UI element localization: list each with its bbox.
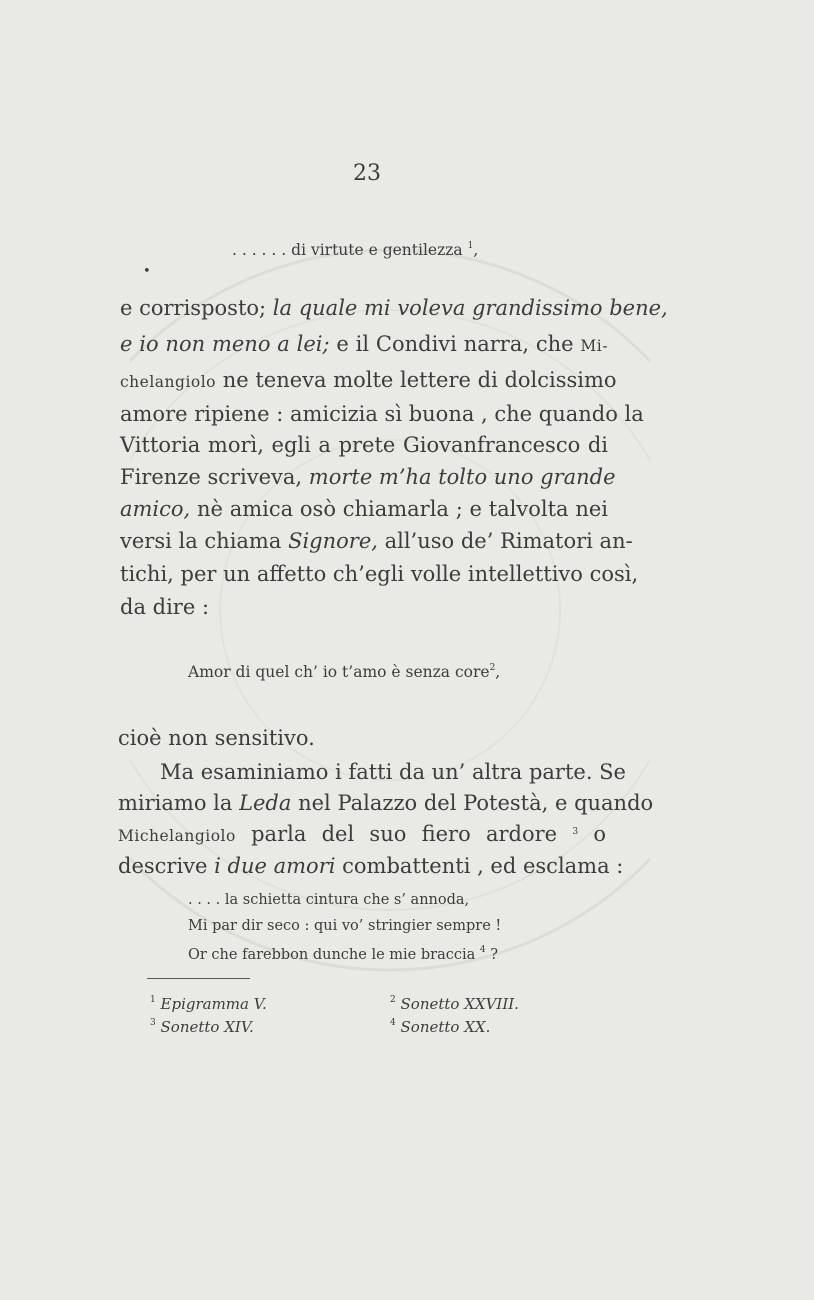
epigraph-text: di virtute e gentilezza [291,241,463,259]
footnote-text: Epigramma V. [160,995,267,1013]
footnote-1 [150,996,267,1012]
paragraph1-line10: da dire : [120,595,210,619]
footnote-ref-4: 4 [479,945,486,955]
stray-mark: • [143,264,151,279]
italic-quote: la quale mi voleva grandissimo bene, [272,296,668,320]
paragraph1-line4: amore ripiene : amicizia sì buona , che quando la [120,402,644,426]
italic-quote: Signore, [288,529,378,553]
small-caps-name: chelangiolo [120,373,217,391]
text-run: miriamo la [118,791,233,815]
paragraph1-line5: Vittoria morì, egli a prete Giovanfrancesco di [120,433,608,457]
italic-quote: i due amori [214,854,336,878]
epigraph-ellipsis: . . . . . . [232,241,287,259]
paragraph1-line6 [120,465,616,489]
epigraph-punctuation: , [473,241,479,259]
italic-quote: e io non meno a lei; [120,332,330,356]
paragraph1-line7 [120,499,608,520]
paragraph1-line8 [120,529,633,553]
verse-line-1: . . . . la schietta cintura che s’ annoda, [188,892,470,908]
footnote-4 [390,1019,490,1035]
footnote-number: 2 [390,995,396,1005]
footnote-number: 4 [390,1018,396,1028]
paragraph2-line5 [118,854,624,878]
paragraph1-line9: tichi, per un affetto ch’egli volle intellettivo così, [120,562,639,586]
footnote-ref-1: 1 [467,241,474,251]
text-run: combattenti , ed esclama : [342,854,624,878]
footnote-ref-2: 2 [489,663,496,673]
paragraph1-line3 [120,368,617,392]
text-run: ne teneva molte lettere di dolcissimo [222,368,617,392]
text-run: descrive [118,854,208,878]
footnote-text: Sonetto XIV. [160,1018,254,1036]
footnote-rule [147,978,250,979]
paragraph2-line2: Ma esaminiamo i fatti da un’ altra parte. Se [160,760,626,784]
text-run: all’uso de’ Rimatori an- [384,529,633,553]
paragraph1-line2 [120,334,608,355]
footnote-text: Sonetto XX. [400,1018,491,1036]
verse-line-3 [188,946,498,963]
footnote-3 [150,1019,254,1035]
italic-quote: morte m’ha tolto uno grande [308,465,616,489]
footnote-text: Sonetto XXVIII. [400,995,519,1013]
text-run: Firenze scriveva, [120,465,303,489]
quoted-verse-line [188,664,500,681]
text-run: e corrisposto; [120,296,267,320]
italic-title: Leda [239,791,292,815]
page-number: 23 [353,161,381,186]
text-run: nè amica osò chiamarla ; e talvolta nei [197,497,608,521]
verse-text: Or che farebbon dunche le mie braccia [188,947,476,963]
paragraph2-line4 [118,824,606,845]
text-run: e il Condivi narra, che [336,332,574,356]
footnote-number: 3 [150,1018,156,1028]
text-run: nel Palazzo del Potestà, e quando [298,791,654,815]
footnote-number: 1 [150,995,156,1005]
verse-text: Amor di quel ch’ io t’amo è senza core [188,663,490,681]
text-run: versi la chiama [120,529,282,553]
footnote-ref-3: 3 [572,827,579,837]
paragraph2-line1: cioè non sensitivo. [118,726,315,750]
paragraph2-line3 [118,791,654,815]
italic-quote: amico, [120,497,191,521]
small-caps-name: Mi- [580,337,608,355]
paragraph1-line1 [120,296,668,320]
verse-punctuation: , [495,663,501,681]
footnote-2 [390,996,519,1012]
verse-line-2: Mi par dir seco : qui vo’ stringier sempre ! [188,918,502,934]
epigraph-line [232,242,478,259]
text-run: parla del suo fiero ardore [251,822,558,846]
small-caps-name: Michelangiolo [118,827,236,845]
text-run: o [593,822,606,846]
verse-punctuation: ? [490,947,498,963]
